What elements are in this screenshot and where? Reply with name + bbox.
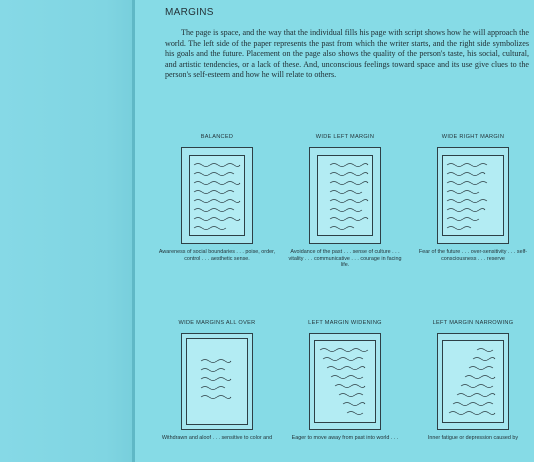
handwriting-sample [437,333,509,430]
sample-left-margin-narrowing [413,311,533,442]
sample-caption: Fear of the future . . . over-sensitivity . . . self-consciousness . . . reserve [418,249,528,262]
sample-title: WIDE MARGINS ALL OVER [178,320,256,326]
sample-caption: Eager to move away from past into world . . . [291,435,399,441]
sample-left-margin-widening [285,311,405,442]
text-block-border [442,340,504,423]
left-page-edge [0,0,132,462]
margin-samples-grid [157,125,534,462]
text-block-border [189,155,245,236]
handwriting-scribble [443,341,503,422]
sample-title: WIDE LEFT MARGIN [315,134,375,140]
sample-balanced [157,125,277,262]
handwriting-scribble [315,341,375,422]
handwriting-sample [437,147,509,244]
handwriting-sample [309,333,381,430]
text-block-border [442,155,504,236]
sample-wide-right-margin [413,125,533,262]
handwriting-scribble [443,156,503,235]
text-block-border [317,155,373,236]
sample-caption: Withdrawn and aloof . . . sensitive to color and [161,435,273,441]
handwriting-sample [181,333,253,430]
handwriting-sample [309,147,381,244]
sample-caption: Inner fatigue or depression caused by [427,435,519,441]
handwriting-sample [181,147,253,244]
section-heading: MARGINS [165,7,214,18]
sample-title: LEFT MARGIN NARROWING [432,320,514,326]
sample-caption: Awareness of social boundaries . . . poise, order, control . . . aesthetic sense. [158,249,276,262]
handwriting-scribble [190,156,244,235]
sample-caption: Avoidance of the past . . . sense of culture . . . vitality . . . communicative . . . courage in facing life. [288,249,402,269]
handwriting-scribble [187,339,247,424]
sample-title: BALANCED [200,134,234,140]
sample-wide-margins-all-over [157,311,277,442]
text-block-border [186,338,248,425]
book-page [135,0,534,462]
sample-title: LEFT MARGIN WIDENING [308,320,382,326]
sample-wide-left-margin [285,125,405,269]
intro-paragraph: The page is space, and the way that the individual fills his page with script shows how he will approach the world. The left side of the paper represents the past from which the writer starts, and the right side symbolizes his goals and the future. Placement on the page also shows the quality of the person's taste, his social, cultural, and artistic tendencies, or a lack of these. And, unconscious feelings toward space and its use give clues to the person's self-esteem and how he will relate to others. [165,28,529,79]
handwriting-scribble [318,156,372,235]
text-block-border [314,340,376,423]
sample-title: WIDE RIGHT MARGIN [441,134,505,140]
